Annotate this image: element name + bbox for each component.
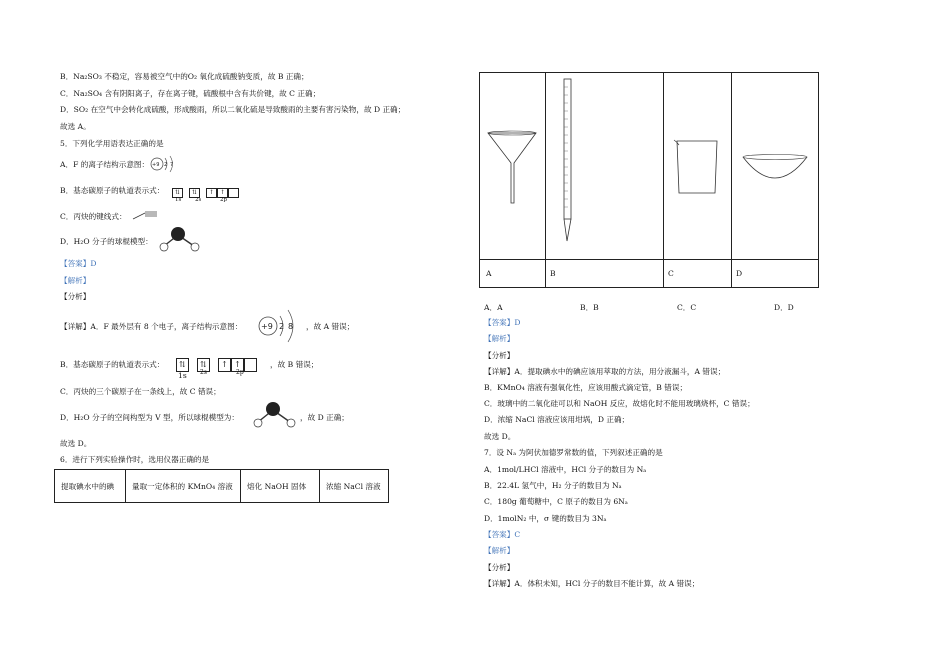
detail-line: B．KMnO₄ 溶液有强氧化性，应该用酸式滴定管，B 错误； — [484, 383, 688, 392]
q6-option-a: A．A — [484, 303, 503, 312]
q5-option-a: A．F 的离子结构示意图： — [60, 160, 150, 169]
svg-text:7: 7 — [170, 162, 174, 168]
orbital-label-2s-large: 2s — [200, 369, 207, 376]
propyne-bond-line — [132, 206, 158, 225]
question-7: 7．设 Nₐ 为阿伏加德罗常数的值，下列叙述正确的是 — [484, 448, 663, 457]
q5-option-b: B．基态碳原子的轨道表示式： — [60, 186, 165, 195]
apparatus-label-d: D — [736, 269, 743, 278]
detail-a-tail: ，故 A 错误； — [306, 322, 355, 331]
apparatus-label-a: A — [486, 269, 492, 278]
detail-b-tail: ，故 B 错误； — [270, 360, 319, 369]
analysis-label: 【解析】 — [60, 276, 91, 285]
fenxi-label: 【分析】 — [484, 563, 515, 572]
detail-b: B．基态碳原子的轨道表示式： — [60, 360, 165, 369]
orbital-diagram-large: ⇅ ⇅ ↑ ↑ — [176, 354, 257, 373]
evaporating-dish-icon — [741, 153, 809, 193]
detail-d-tail: ，故 D 正确； — [300, 413, 349, 422]
fenxi-label: 【分析】 — [484, 351, 515, 360]
apparatus-label-c: C — [668, 269, 674, 278]
op-cell-a: 提取碘水中的碘 — [55, 470, 126, 503]
q7-option-b: B．22.4L 氢气中，H₂ 分子的数目为 Nₐ — [484, 481, 622, 490]
conclusion: 故选 D。 — [484, 432, 516, 441]
orbital-label-1s-large: 1s — [178, 371, 187, 380]
apparatus-label-b: B — [550, 269, 556, 278]
answer-label: 【答案】D — [484, 318, 521, 327]
q5-option-d: D．H₂O 分子的球棍模型： — [60, 237, 153, 246]
text-line: C．Na₂SO₄ 含有阴阳离子，存在离子键，硫酸根中含有共价键，故 C 正确； — [60, 89, 321, 98]
water-model-detail — [250, 400, 300, 434]
svg-text:+9: +9 — [261, 322, 273, 331]
orbital-label-2p: 2p — [220, 197, 228, 203]
orbital-label-1s: 1s — [175, 197, 182, 203]
analysis-label: 【解析】 — [484, 546, 515, 555]
orbital-label-2s: 2s — [195, 197, 202, 203]
q6-option-d: D．D — [774, 303, 794, 312]
op-cell-c: 熔化 NaOH 固体 — [241, 470, 320, 503]
answer-label: 【答案】C — [484, 530, 521, 539]
detail-d: D．H₂O 分子的空间构型为 V 型，所以球棍模型为： — [60, 413, 239, 422]
beaker-icon — [673, 137, 721, 199]
q6-option-c: C．C — [677, 303, 697, 312]
q5-option-c: C．丙炔的键线式： — [60, 212, 127, 221]
ion-structure-diagram-detail — [256, 306, 306, 350]
q7-option-a: A．1mol/LHCl 溶液中，HCl 分子的数目为 Nₐ — [484, 465, 647, 474]
text-line: D．SO₂ 在空气中会转化成硫酸，形成酸雨，所以二氧化硫是导致酸雨的主要有害污染物，故 D 正确； — [60, 105, 406, 114]
apparatus-table — [479, 72, 819, 288]
orbital-label-2p-large: 2p — [236, 369, 244, 376]
detail-line: C．玻璃中的二氧化硅可以和 NaOH 反应，故熔化时不能用玻璃烧杯，C 错误； — [484, 399, 755, 408]
text-line: 故选 A。 — [60, 122, 91, 131]
detail-line: 【详解】A．体积未知，HCl 分子的数目不能计算，故 A 错误； — [484, 579, 700, 588]
q7-option-d: D．1molN₂ 中，σ 键的数目为 3Nₐ — [484, 514, 607, 523]
svg-text:+9: +9 — [152, 162, 160, 168]
water-ball-stick-model — [156, 224, 206, 258]
question-5: 5．下列化学用语表达正确的是 — [60, 139, 164, 148]
svg-text:2: 2 — [164, 162, 168, 168]
detail-line: D．浓缩 NaCl 溶液应该用坩埚，D 正确； — [484, 415, 630, 424]
conclusion: 故选 D。 — [60, 439, 92, 448]
text-line: B．Na₂SO₃ 不稳定，容易被空气中的O₂ 氧化成硫酸钠变质，故 B 正确； — [60, 72, 309, 81]
analysis-label: 【解析】 — [484, 334, 515, 343]
svg-text:8: 8 — [288, 322, 294, 331]
question-6: 6．进行下列实验操作时，选用仪器正确的是 — [60, 455, 210, 464]
detail-line: 【详解】A．提取碘水中的碘应该用萃取的方法，用分液漏斗，A 错误； — [484, 367, 726, 376]
ion-structure-diagram — [150, 153, 178, 175]
operations-table — [54, 469, 389, 503]
svg-text:2: 2 — [279, 322, 285, 331]
fenxi-label: 【分析】 — [60, 292, 91, 301]
detail-c: C．丙炔的三个碳原子在一条线上，故 C 错误； — [60, 387, 221, 396]
op-cell-d: 浓缩 NaCl 溶液 — [320, 470, 389, 503]
op-cell-b: 量取一定体积的 KMnO₄ 溶液 — [126, 470, 241, 503]
q6-option-b: B．B — [580, 303, 599, 312]
separatory-funnel-icon — [486, 129, 538, 209]
orbital-diagram-small: ⇅ ⇅ ↑ ↑ — [172, 182, 239, 201]
burette-icon — [560, 77, 576, 249]
answer-label: 【答案】D — [60, 259, 97, 268]
detail-a: 【详解】A．F 最外层有 8 个电子，离子结构示意图： — [60, 322, 243, 331]
q7-option-c: C．180g 葡萄糖中，C 原子的数目为 6Nₐ — [484, 497, 628, 506]
